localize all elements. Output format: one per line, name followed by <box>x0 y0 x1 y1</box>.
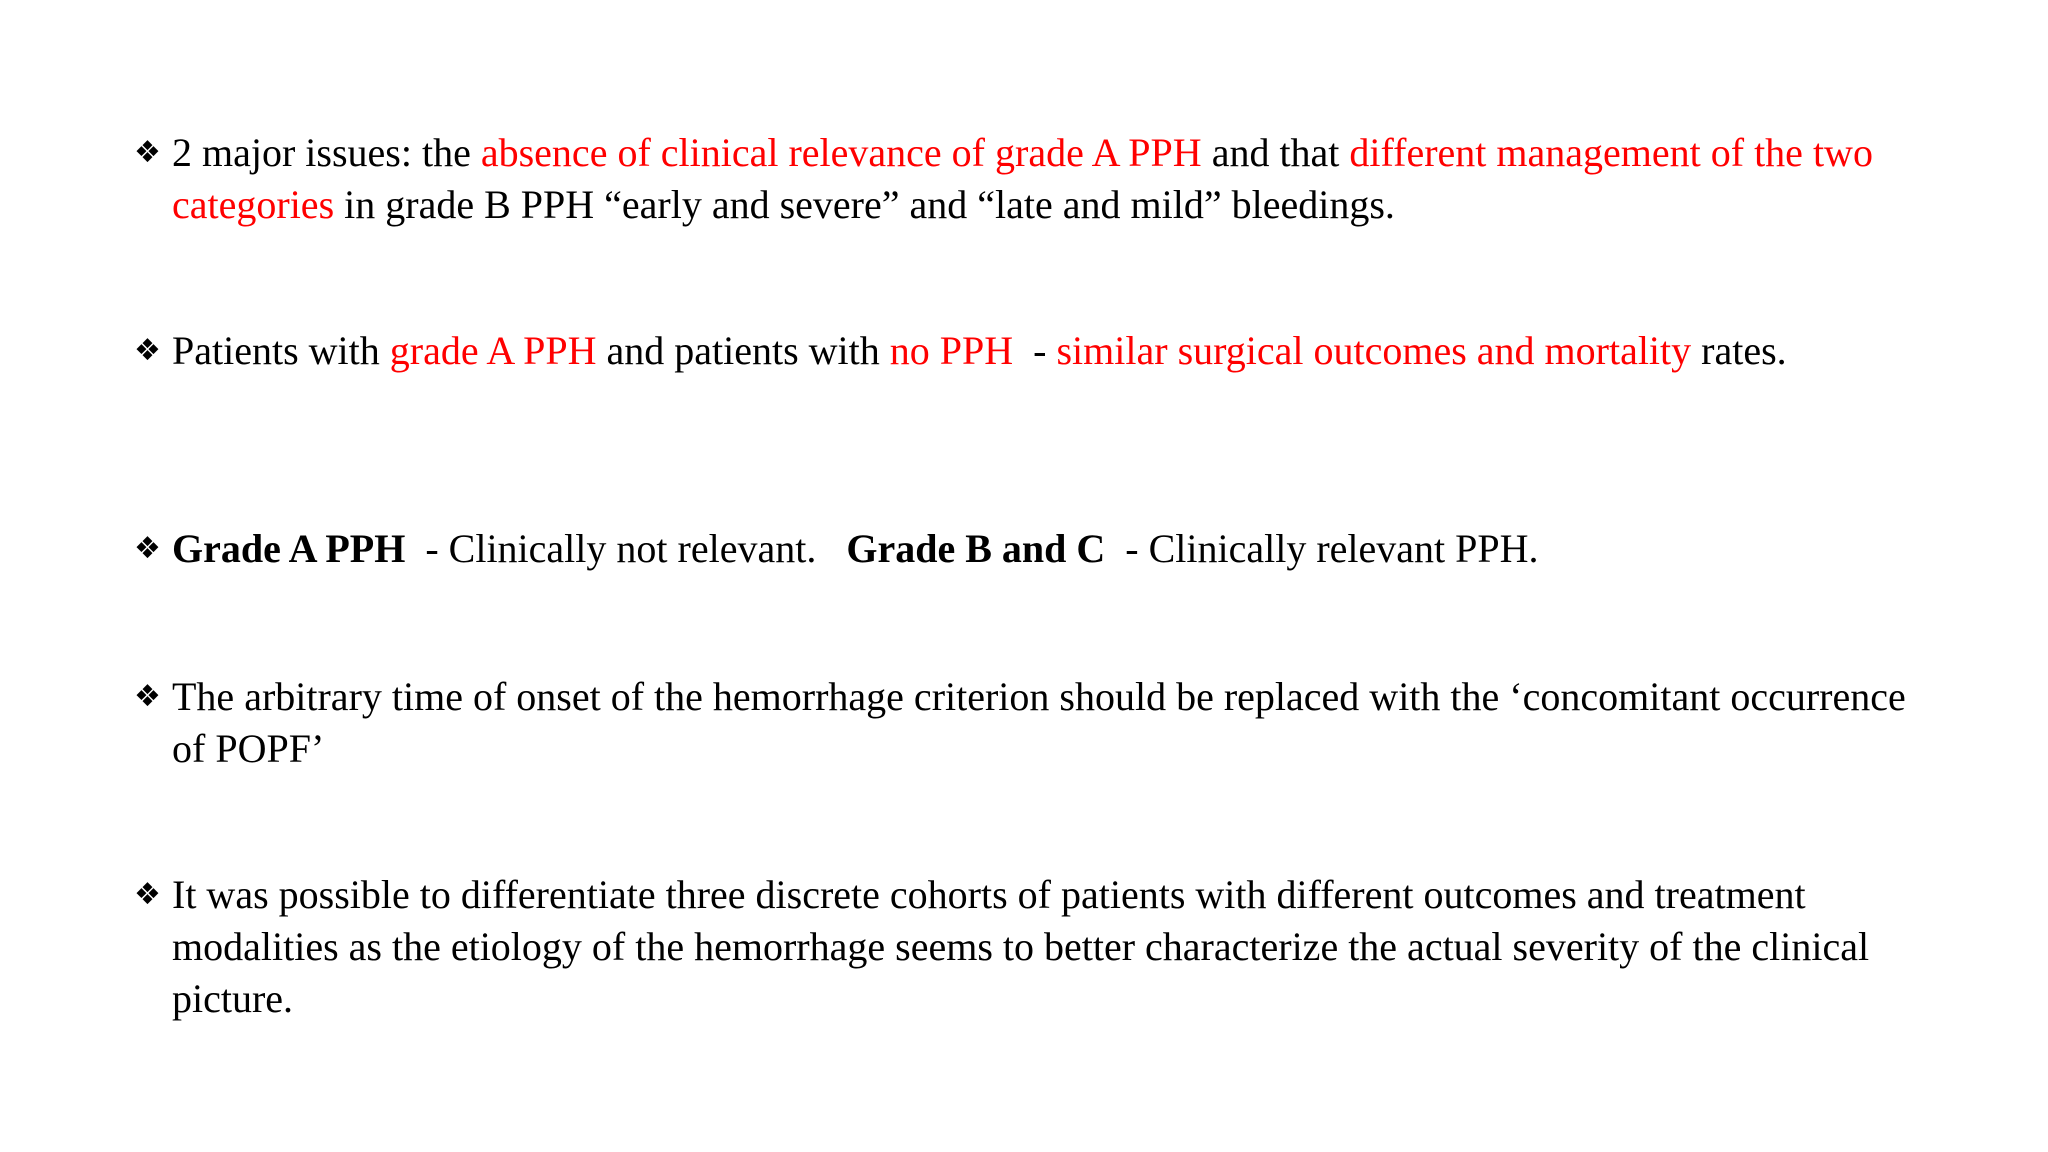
bullet-onset-criterion <box>134 671 1914 775</box>
highlight-segment: different management of the two categories <box>172 130 1873 227</box>
bullet-text <box>172 523 1914 575</box>
diamond-bullet-icon: ❖ <box>134 135 161 170</box>
bold-segment: Grade B and C <box>846 526 1106 571</box>
text-segment: and patients with <box>596 328 890 373</box>
bullet-text: The arbitrary time of onset of the hemorrhage criterion should be replaced with the ‘concomitant occurrence of POPF’ <box>172 674 1906 771</box>
bullet-three-cohorts <box>134 869 1914 1025</box>
diamond-bullet-icon: ❖ <box>134 877 161 912</box>
bullet-text <box>172 325 1914 377</box>
bullet-grade-a-vs-no-pph <box>134 325 1914 377</box>
bullet-text <box>172 127 1914 231</box>
text-segment: Patients with <box>172 328 390 373</box>
highlight-segment: absence of clinical relevance of grade A PPH <box>480 130 1202 175</box>
text-segment: - Clinically not relevant. <box>405 526 817 571</box>
text-segment: - Clinically relevant PPH. <box>1105 526 1539 571</box>
diamond-bullet-icon: ❖ <box>134 679 161 714</box>
bullet-grade-relevance <box>134 523 1914 575</box>
highlight-segment: similar surgical outcomes and mortality <box>1056 328 1692 373</box>
diamond-bullet-icon: ❖ <box>134 333 161 368</box>
highlight-segment: grade A PPH <box>389 328 597 373</box>
text-segment: and that <box>1201 130 1350 175</box>
bullet-text: It was possible to differentiate three discrete cohorts of patients with different outcomes and treatment modalities as the etiology of the hemorrhage seems to better characterize the actual severity of the clinical picture. <box>172 872 1870 1021</box>
text-segment: rates. <box>1691 328 1787 373</box>
bold-segment: Grade A PPH <box>172 526 406 571</box>
text-segment: - <box>1013 328 1057 373</box>
text-segment: in grade B PPH “early and severe” and “late and mild” bleedings. <box>334 182 1395 227</box>
highlight-segment: no PPH <box>889 328 1014 373</box>
diamond-bullet-icon: ❖ <box>134 531 161 566</box>
text-segment: 2 major issues: the <box>172 130 481 175</box>
bullet-major-issues <box>134 127 1914 231</box>
